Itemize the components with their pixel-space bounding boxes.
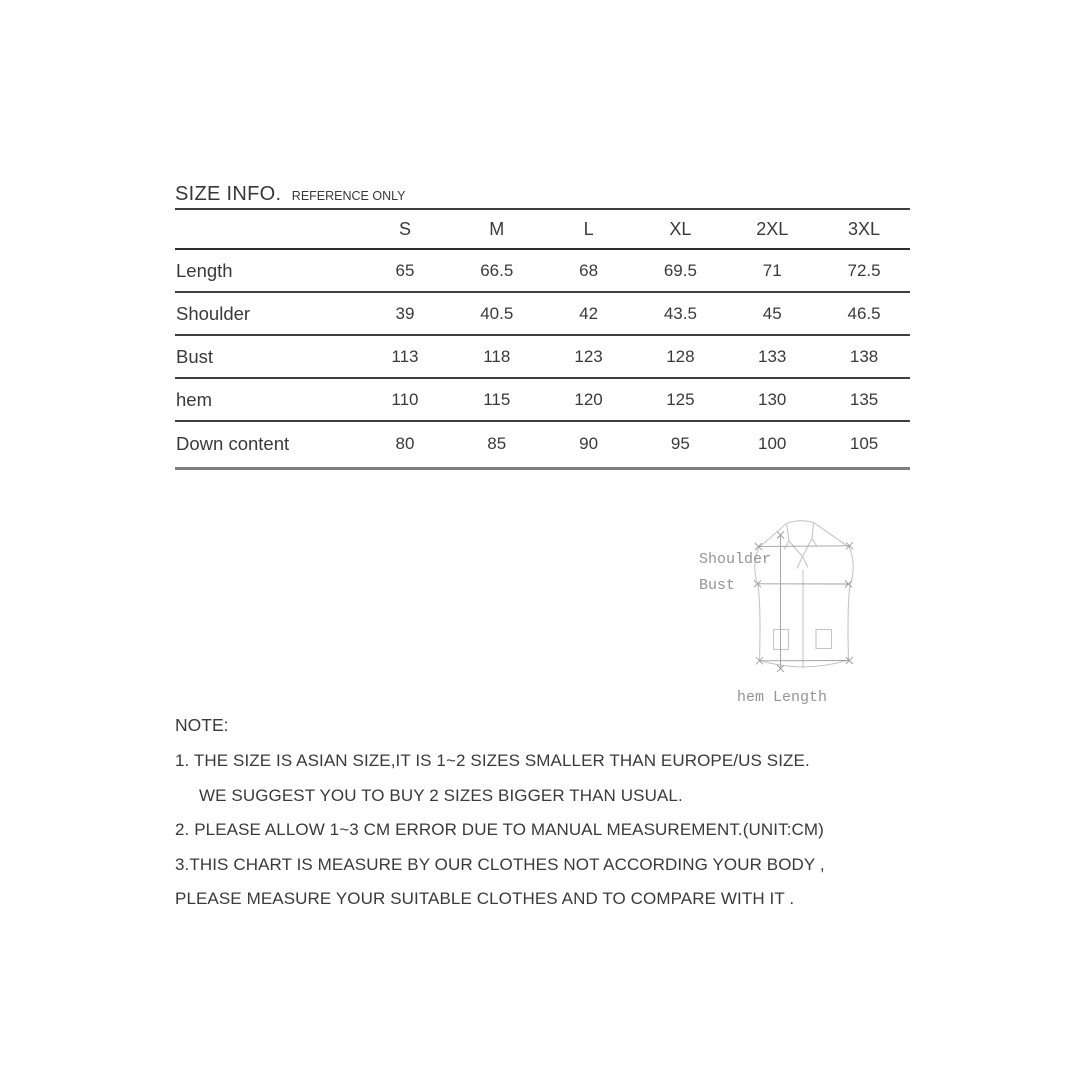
cell: 138: [849, 346, 879, 366]
cell: 65: [395, 260, 415, 280]
title-main: SIZE INFO.: [175, 183, 282, 205]
cell: 105: [849, 434, 879, 454]
diagram-bust-label: Bust: [699, 577, 736, 594]
note-line-1: 1. THE SIZE IS ASIAN SIZE,IT IS 1~2 SIZES SMALLER THAN EUROPE/US SIZE.: [175, 751, 810, 770]
cell: 69.5: [663, 260, 697, 280]
row-label: Bust: [176, 345, 214, 367]
note-line-2: WE SUGGEST YOU TO BUY 2 SIZES BIGGER THAN USUAL.: [199, 786, 683, 805]
cell: 100: [758, 434, 787, 454]
page-title: [175, 183, 405, 206]
table-row-down-content: [175, 421, 910, 468]
column-header-xl: XL: [669, 218, 692, 239]
cell: 128: [666, 346, 695, 366]
cell: 110: [391, 389, 419, 409]
cell: 123: [574, 346, 603, 366]
cell: 42: [579, 303, 599, 323]
cell: 71: [762, 260, 782, 280]
cell: 113: [391, 346, 419, 366]
diagram-hem-label: hem: [737, 689, 765, 706]
row-label: hem: [176, 388, 212, 410]
cell: 45: [762, 303, 782, 323]
column-header-l: L: [583, 218, 594, 239]
title-subtitle: REFERENCE ONLY: [291, 189, 406, 203]
cell: 66.5: [480, 260, 514, 280]
cell: 95: [670, 434, 690, 454]
diagram-shoulder-label: Shoulder: [699, 551, 772, 568]
note-line-4: 3.THIS CHART IS MEASURE BY OUR CLOTHES NOT ACCORDING YOUR BODY ,: [175, 855, 825, 874]
table-row-bust: [175, 335, 910, 378]
cell: 39: [395, 303, 415, 323]
cell: 120: [574, 389, 603, 409]
note-line-3: 2. PLEASE ALLOW 1~3 CM ERROR DUE TO MANUAL MEASUREMENT.(UNIT:CM): [175, 820, 824, 839]
table-row-shoulder: [175, 292, 910, 335]
cell: 118: [483, 346, 511, 366]
column-header-2xl: 2XL: [756, 218, 789, 239]
row-label: Length: [176, 259, 233, 281]
table-header-row: [175, 209, 910, 249]
cell: 40.5: [480, 303, 514, 323]
cell: 133: [758, 346, 787, 366]
row-label: Down content: [176, 433, 290, 455]
table-row-hem: [175, 378, 910, 421]
column-header-3xl: 3XL: [848, 218, 881, 239]
cell: 43.5: [663, 303, 697, 323]
cell: 130: [758, 389, 787, 409]
cell: 125: [666, 389, 695, 409]
row-label: Shoulder: [176, 302, 251, 324]
header-spacer: [175, 209, 359, 249]
cell: 85: [487, 434, 507, 454]
cell: 46.5: [847, 303, 881, 323]
cell: 68: [579, 260, 599, 280]
size-table: [175, 208, 910, 470]
note-line-5: PLEASE MEASURE YOUR SUITABLE CLOTHES AND TO COMPARE WITH IT .: [175, 889, 795, 908]
column-header-s: S: [398, 218, 411, 239]
table-row-length: [175, 249, 910, 292]
column-header-m: M: [489, 218, 505, 239]
note-heading: NOTE:: [175, 715, 229, 735]
diagram-length-label: Length: [773, 689, 828, 706]
cell: 115: [483, 389, 511, 409]
cell: 72.5: [847, 260, 881, 280]
cell: 135: [849, 389, 879, 409]
cell: 90: [579, 434, 599, 454]
cell: 80: [395, 434, 415, 454]
